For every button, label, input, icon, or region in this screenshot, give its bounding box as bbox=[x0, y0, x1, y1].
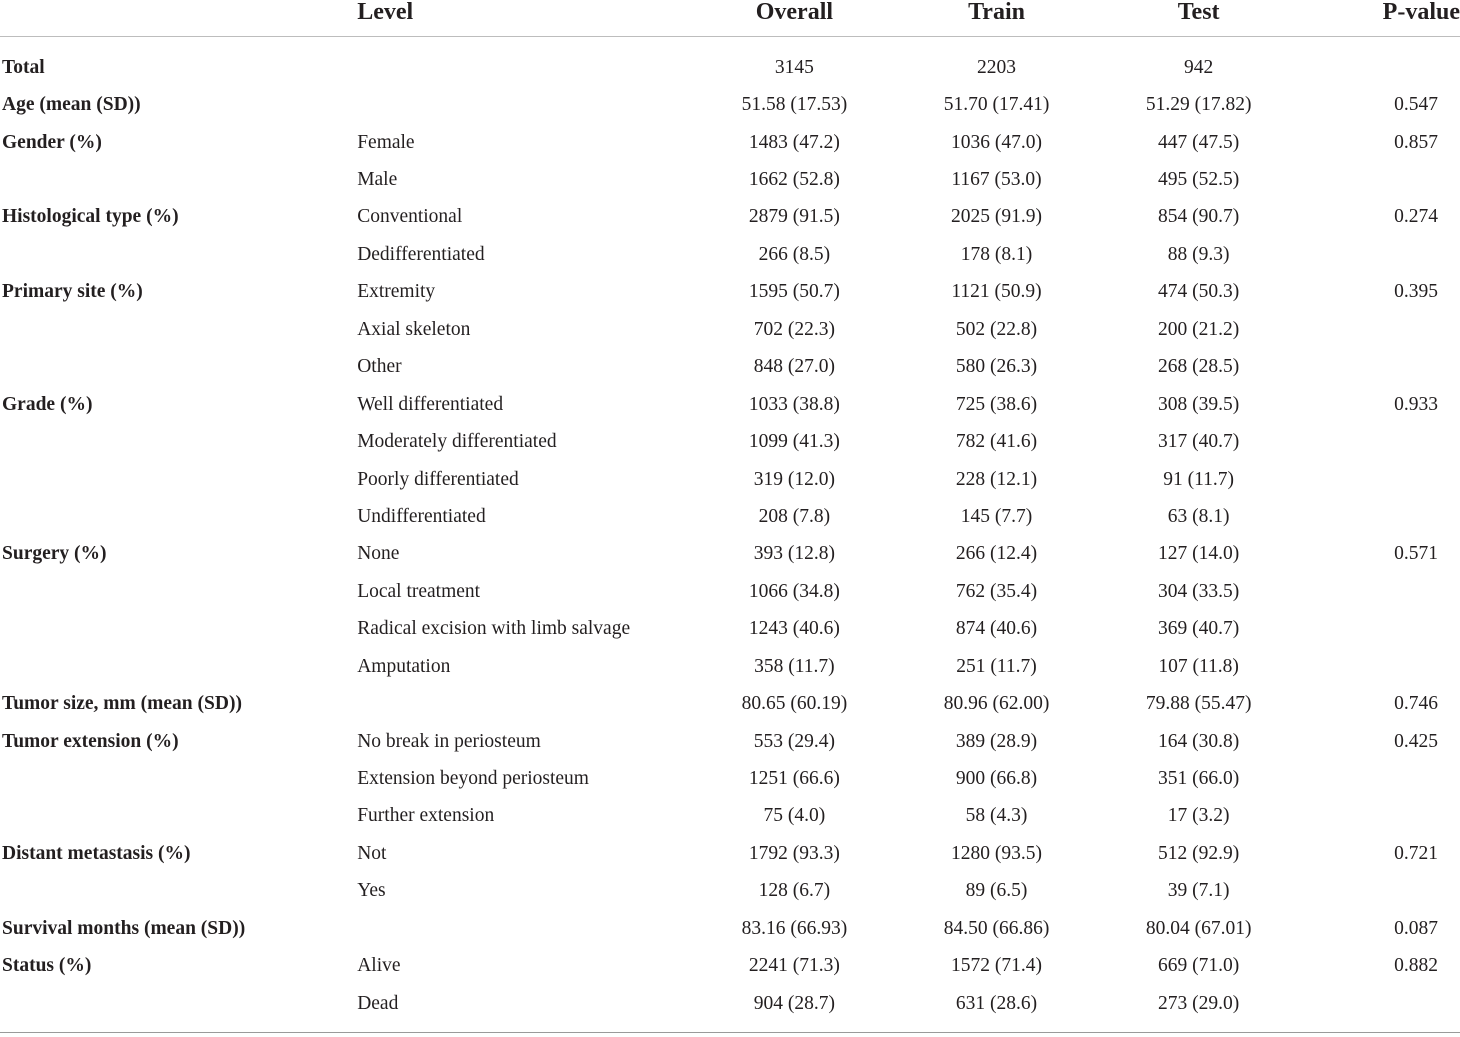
table-row bbox=[0, 685, 1460, 722]
header-level: Level bbox=[357, 0, 693, 37]
table-row bbox=[0, 723, 1460, 760]
cell-variable bbox=[0, 311, 357, 348]
cell-train: 874 (40.6) bbox=[955, 618, 1038, 640]
cell-overall: 553 (29.4) bbox=[753, 730, 836, 752]
cell-train: 1572 (71.4) bbox=[951, 955, 1043, 977]
cell-level: Female bbox=[357, 131, 415, 153]
cell-level: Undifferentiated bbox=[357, 505, 486, 527]
cell-level: No break in periosteum bbox=[357, 730, 541, 752]
cell-variable: Survival months (mean (SD)) bbox=[2, 917, 246, 939]
cell-train: 580 (26.3) bbox=[955, 356, 1038, 378]
cell-train: 782 (41.6) bbox=[955, 431, 1038, 453]
cell-overall: 1595 (50.7) bbox=[748, 281, 840, 303]
table-row bbox=[0, 349, 1460, 386]
cell-test: 39 (7.1) bbox=[1167, 880, 1230, 902]
header-variable bbox=[0, 0, 357, 37]
cell-variable bbox=[0, 236, 357, 273]
cell-pvalue: 0.933 bbox=[1394, 393, 1438, 415]
cell-train: 762 (35.4) bbox=[955, 580, 1038, 602]
cell-test: 79.88 (55.47) bbox=[1145, 693, 1252, 715]
table-row bbox=[0, 498, 1460, 535]
cell-test: 127 (14.0) bbox=[1158, 543, 1240, 565]
cell-overall: 83.16 (66.93) bbox=[741, 917, 848, 939]
cell-overall: 75 (4.0) bbox=[763, 805, 826, 827]
cell-overall: 1251 (66.6) bbox=[748, 768, 840, 790]
cell-test: 854 (90.7) bbox=[1158, 206, 1240, 228]
cell-variable: Surgery (%) bbox=[2, 543, 107, 565]
cell-test: 91 (11.7) bbox=[1163, 468, 1235, 490]
cell-pvalue: 0.425 bbox=[1394, 730, 1438, 752]
cell-level: Yes bbox=[357, 880, 386, 902]
table-row bbox=[0, 873, 1460, 910]
cell-level: Male bbox=[357, 169, 398, 191]
cell-variable: Status (%) bbox=[2, 955, 92, 977]
cell-train: 1280 (93.5) bbox=[951, 842, 1043, 864]
cell-overall: 904 (28.7) bbox=[693, 985, 895, 1033]
table-row bbox=[0, 199, 1460, 236]
cell-pvalue bbox=[1300, 37, 1460, 87]
cell-train: 178 (8.1) bbox=[960, 243, 1033, 265]
cell-level bbox=[357, 910, 693, 947]
table-row bbox=[0, 236, 1460, 273]
cell-test: 164 (30.8) bbox=[1158, 730, 1240, 752]
cell-level: Extremity bbox=[357, 281, 436, 303]
cell-overall: 319 (12.0) bbox=[753, 468, 836, 490]
cell-overall: 128 (6.7) bbox=[758, 880, 831, 902]
cell-test: 495 (52.5) bbox=[1158, 169, 1240, 191]
cell-variable: Distant metastasis (%) bbox=[2, 842, 191, 864]
header-pvalue: P-value bbox=[1300, 0, 1460, 37]
cell-overall: 208 (7.8) bbox=[758, 505, 831, 527]
cell-test: 369 (40.7) bbox=[1158, 618, 1240, 640]
table-row bbox=[0, 798, 1460, 835]
cell-variable bbox=[0, 461, 357, 498]
cell-overall: 1033 (38.8) bbox=[748, 393, 840, 415]
cell-test: 200 (21.2) bbox=[1158, 318, 1240, 340]
cell-overall: 1099 (41.3) bbox=[748, 431, 840, 453]
cell-train: 725 (38.6) bbox=[955, 393, 1038, 415]
cell-variable: Tumor extension (%) bbox=[2, 730, 179, 752]
cell-variable: Gender (%) bbox=[2, 131, 102, 153]
cell-train: 80.96 (62.00) bbox=[943, 693, 1050, 715]
cell-pvalue bbox=[1300, 349, 1460, 386]
cell-level: Not bbox=[357, 842, 387, 864]
cell-overall: 702 (22.3) bbox=[753, 318, 836, 340]
cell-level: Conventional bbox=[357, 206, 463, 228]
cell-train: 1167 (53.0) bbox=[951, 169, 1042, 191]
table-row bbox=[0, 461, 1460, 498]
cell-test: 273 (29.0) bbox=[1098, 985, 1300, 1033]
table-header bbox=[0, 0, 1460, 37]
cell-overall: 358 (11.7) bbox=[754, 655, 835, 677]
cell-variable bbox=[0, 798, 357, 835]
cell-test: 512 (92.9) bbox=[1158, 842, 1240, 864]
cell-train: 251 (11.7) bbox=[956, 655, 1037, 677]
cell-train: 502 (22.8) bbox=[955, 318, 1038, 340]
cell-test: 88 (9.3) bbox=[1167, 243, 1230, 265]
cell-train: 84.50 (66.86) bbox=[943, 917, 1050, 939]
cell-overall: 393 (12.8) bbox=[753, 543, 836, 565]
cell-level bbox=[357, 86, 693, 123]
cell-pvalue bbox=[1300, 498, 1460, 535]
cell-test: 317 (40.7) bbox=[1158, 431, 1240, 453]
cell-overall: 3145 bbox=[774, 56, 814, 78]
header-test: Test bbox=[1098, 0, 1300, 37]
cell-pvalue bbox=[1300, 985, 1460, 1033]
cell-overall: 848 (27.0) bbox=[753, 356, 836, 378]
table-row bbox=[0, 274, 1460, 311]
cell-test: 80.04 (67.01) bbox=[1145, 917, 1252, 939]
table-row bbox=[0, 573, 1460, 610]
cell-pvalue bbox=[1300, 461, 1460, 498]
cell-overall: 266 (8.5) bbox=[758, 243, 831, 265]
cell-train: 2025 (91.9) bbox=[951, 206, 1043, 228]
cell-pvalue: 0.395 bbox=[1394, 281, 1438, 303]
cell-test: 17 (3.2) bbox=[1167, 805, 1230, 827]
cell-variable bbox=[0, 573, 357, 610]
table-row bbox=[0, 910, 1460, 947]
cell-overall: 1066 (34.8) bbox=[748, 580, 840, 602]
cell-pvalue bbox=[1300, 873, 1460, 910]
cell-level: Well differentiated bbox=[357, 393, 504, 415]
cell-pvalue: 0.721 bbox=[1394, 842, 1438, 864]
cell-pvalue bbox=[1300, 760, 1460, 797]
cell-overall: 2241 (71.3) bbox=[748, 955, 840, 977]
cell-test: 107 (11.8) bbox=[1158, 655, 1239, 677]
cell-level: None bbox=[357, 543, 400, 565]
cell-level: Alive bbox=[357, 955, 401, 977]
cell-level: Dead bbox=[357, 985, 693, 1033]
cell-overall: 1792 (93.3) bbox=[748, 842, 840, 864]
cell-overall: 80.65 (60.19) bbox=[741, 693, 848, 715]
table-row bbox=[0, 124, 1460, 161]
table-row bbox=[0, 86, 1460, 123]
table-row bbox=[0, 423, 1460, 460]
cell-train: 145 (7.7) bbox=[960, 505, 1033, 527]
cell-pvalue bbox=[1300, 611, 1460, 648]
cell-train: 900 (66.8) bbox=[955, 768, 1038, 790]
header-train: Train bbox=[895, 0, 1097, 37]
cell-overall: 1243 (40.6) bbox=[748, 618, 840, 640]
cell-train: 631 (28.6) bbox=[895, 985, 1097, 1033]
cell-pvalue: 0.087 bbox=[1394, 917, 1438, 939]
cell-overall: 2879 (91.5) bbox=[748, 206, 840, 228]
cell-test: 669 (71.0) bbox=[1158, 955, 1240, 977]
cell-test: 63 (8.1) bbox=[1167, 505, 1230, 527]
cell-overall: 51.58 (17.53) bbox=[741, 94, 848, 116]
cell-pvalue bbox=[1300, 161, 1460, 198]
cell-variable bbox=[0, 760, 357, 797]
cell-overall: 1662 (52.8) bbox=[748, 169, 840, 191]
cell-pvalue: 0.547 bbox=[1394, 94, 1438, 116]
table-row bbox=[0, 386, 1460, 423]
cell-test: 474 (50.3) bbox=[1158, 281, 1240, 303]
cell-pvalue bbox=[1300, 311, 1460, 348]
cell-pvalue: 0.274 bbox=[1394, 206, 1438, 228]
cell-test: 942 bbox=[1184, 56, 1214, 78]
cell-level: Further extension bbox=[357, 805, 495, 827]
cell-variable bbox=[0, 423, 357, 460]
cell-level: Other bbox=[357, 356, 402, 378]
cell-overall: 1483 (47.2) bbox=[748, 131, 840, 153]
cell-pvalue: 0.857 bbox=[1394, 131, 1438, 153]
cell-train: 389 (28.9) bbox=[955, 730, 1038, 752]
table-body bbox=[0, 37, 1460, 1033]
cell-train: 266 (12.4) bbox=[955, 543, 1038, 565]
cell-train: 228 (12.1) bbox=[955, 468, 1038, 490]
cell-test: 51.29 (17.82) bbox=[1145, 94, 1252, 116]
cell-variable: Grade (%) bbox=[2, 393, 93, 415]
table-row bbox=[0, 835, 1460, 872]
cell-pvalue bbox=[1300, 648, 1460, 685]
cell-level: Poorly differentiated bbox=[357, 468, 519, 490]
cell-variable: Tumor size, mm (mean (SD)) bbox=[2, 693, 242, 715]
cell-pvalue bbox=[1300, 798, 1460, 835]
table-row bbox=[0, 311, 1460, 348]
cell-pvalue: 0.746 bbox=[1394, 693, 1438, 715]
cell-test: 447 (47.5) bbox=[1158, 131, 1240, 153]
cell-variable bbox=[0, 985, 357, 1033]
cell-level: Axial skeleton bbox=[357, 318, 471, 340]
cell-variable bbox=[0, 349, 357, 386]
cell-level: Radical excision with limb salvage bbox=[357, 618, 631, 640]
table-row bbox=[0, 611, 1460, 648]
cell-train: 2203 bbox=[977, 56, 1017, 78]
table-row bbox=[0, 648, 1460, 685]
header-overall: Overall bbox=[693, 0, 895, 37]
table-row bbox=[0, 536, 1460, 573]
cell-variable: Primary site (%) bbox=[2, 281, 143, 303]
cell-level: Extension beyond periosteum bbox=[357, 768, 589, 790]
cell-pvalue: 0.882 bbox=[1394, 955, 1438, 977]
cell-variable bbox=[0, 611, 357, 648]
cell-pvalue: 0.571 bbox=[1394, 543, 1438, 565]
cell-test: 308 (39.5) bbox=[1158, 393, 1240, 415]
cell-level: Amputation bbox=[357, 655, 451, 677]
cell-train: 58 (4.3) bbox=[965, 805, 1028, 827]
cell-variable: Total bbox=[2, 56, 45, 78]
cell-train: 1036 (47.0) bbox=[951, 131, 1043, 153]
cell-pvalue bbox=[1300, 423, 1460, 460]
cell-pvalue bbox=[1300, 573, 1460, 610]
cell-level: Local treatment bbox=[357, 580, 481, 602]
cell-variable: Age (mean (SD)) bbox=[2, 94, 141, 116]
cell-train: 51.70 (17.41) bbox=[943, 94, 1050, 116]
cell-level: Dedifferentiated bbox=[357, 243, 485, 265]
table-row bbox=[0, 37, 1460, 87]
cell-level: Moderately differentiated bbox=[357, 431, 557, 453]
cell-pvalue bbox=[1300, 236, 1460, 273]
table-row bbox=[0, 760, 1460, 797]
table-row bbox=[0, 985, 1460, 1033]
cell-level bbox=[357, 37, 693, 87]
cell-level bbox=[357, 685, 693, 722]
cell-variable bbox=[0, 161, 357, 198]
header-row bbox=[0, 0, 1460, 37]
cell-train: 1121 (50.9) bbox=[951, 281, 1042, 303]
cell-train: 89 (6.5) bbox=[965, 880, 1028, 902]
table-row bbox=[0, 948, 1460, 985]
cell-test: 351 (66.0) bbox=[1158, 768, 1240, 790]
cell-variable bbox=[0, 498, 357, 535]
cell-test: 268 (28.5) bbox=[1158, 356, 1240, 378]
cell-test: 304 (33.5) bbox=[1158, 580, 1240, 602]
cell-variable: Histological type (%) bbox=[2, 206, 179, 228]
table-row bbox=[0, 161, 1460, 198]
cell-variable bbox=[0, 873, 357, 910]
cell-variable bbox=[0, 648, 357, 685]
